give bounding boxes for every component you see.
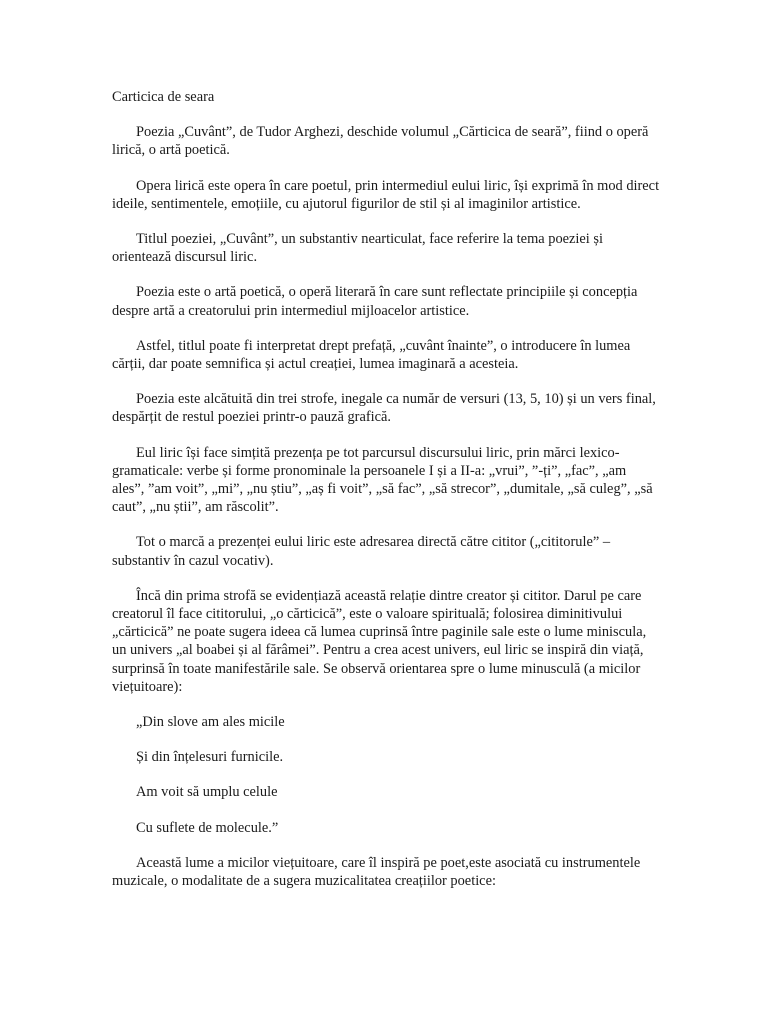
verse-text: Cu suflete de molecule.” [136, 819, 279, 836]
verse-line [112, 819, 660, 837]
paragraph: Titlul poeziei, „Cuvânt”, un substantiv nearticulat, face referire la tema poeziei și orientează discursul liric. [112, 231, 603, 266]
verse-text: Și din înțelesuri furnicile. [136, 749, 284, 766]
paragraph: Poezia este o artă poetică, o operă literară în care sunt reflectate principiile și concepția despre artă a creatorului prin intermediul mijloacelor artistice. [112, 284, 638, 319]
paragraph: Eul liric își face simțită prezența pe tot parcursul discursului liric, prin mărci lexico-gramaticale: verbe și forme pronominale la persoanele I și a II-a: „vrui”, ”-ți”, „fac”, „am ales”, ”am voit”, „mi”, „nu știu”, „aș fi voit”, „să fac”, „să strecor”, „dumitale, „să culeg”, „să caut”, „nu știi”, am răscolit”. [112, 444, 653, 516]
paragraph: Astfel, titlul poate fi interpretat drept prefață, „cuvânt înainte”, o introducere în lumea cărții, dar poate semnifica și actul creației, lumea imaginară a acesteia. [112, 337, 631, 373]
paragraph: Poezia „Cuvânt”, de Tudor Arghezi, deschide volumul „Cărticica de seară”, fiind o operă lirică, o artă poetică. [112, 124, 649, 159]
paragraph: Tot o marcă a prezenței eului liric este adresarea directă către cititor („cititorule” – substantiv în cazul vocativ). [112, 534, 611, 569]
paragraph: Opera lirică este opera în care poetul, prin intermediul eului liric, își exprimă în mod direct ideile, sentimentele, emoțiile, cu ajutorul figurilor de stil și al imaginilor artistice. [112, 177, 660, 212]
verse-text: Am voit să umplu celule [136, 784, 278, 801]
closing-paragraph: Această lume a micilor viețuitoare, care îl inspiră pe poet,este asociată cu instrumentele muzicale, o modalitate de a sugera muzicalitatea creațiilor poetice: [112, 854, 641, 890]
paragraph: Încă din prima strofă se evidențiază această relație dintre creator și cititor. Darul pe care creatorul îl face cititorului, „o cărticică”, este o valoare spirituală; folosirea diminitivului „cărticică” ne poate sugera ideea că lumea cuprinsă între paginile sale este o lume miniscula, un univers „al boabei și al fărâmei”. Pentru a crea acest univers, eul liric se inspiră din viață, surprinsă în toate manifestările sale. Se observă orientarea spre o lume minusculă (a micilor viețuitoare): [112, 587, 647, 695]
verse-text: „Din slove am ales micile [136, 714, 285, 731]
document-page [112, 88, 660, 907]
paragraph: Poezia este alcătuită din trei strofe, inegale ca număr de versuri (13, 5, 10) și un vers final, despărțit de restul poeziei printr-o pauză grafică. [112, 391, 656, 426]
verse-line [112, 748, 660, 766]
verse-line [112, 713, 660, 731]
verse-line [112, 783, 660, 801]
document-title: Carticica de seara [112, 89, 215, 105]
